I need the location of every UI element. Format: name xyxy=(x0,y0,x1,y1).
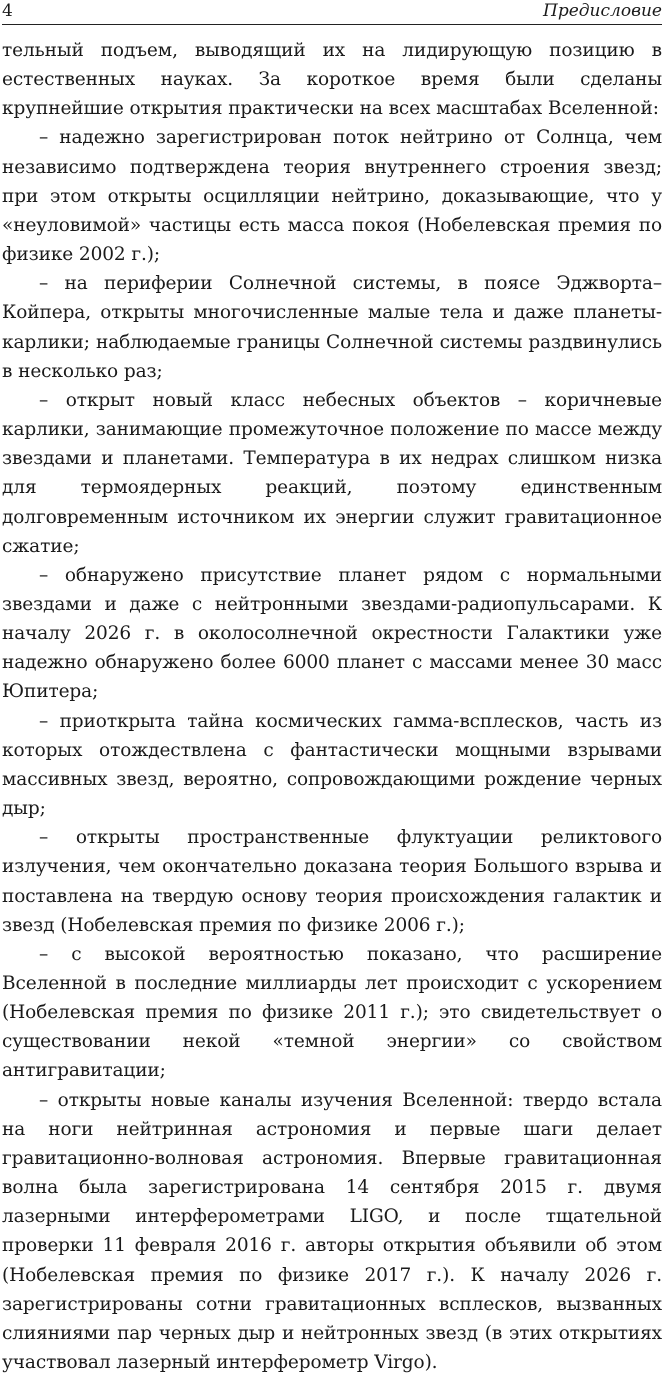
list-item-solar-neutrinos: – надежно зарегистрирован поток нейтрино от Солнца, чем независимо подтверждена теория внутреннего строения звезд; при этом открыты осцилляции нейтрино, доказывающие, что у «неуловимой» частицы есть масса покоя (Нобелевская премия по физике 2002 г.); xyxy=(2,127,662,266)
list-item-new-channels: – открыты новые каналы изучения Вселенной: твердо встала на ноги нейтринная астрономия и первые шаги делает гравитационно-волновая астрономия. Впервые гравитационная волна была зарегистрирована 14 сентября 2015 г. двумя лазерными интерферометрами LIGO, и после тщательной проверки 11 февраля 2016 г. авторы открытия объявили об этом (Нобелевская премия по физике 2017 г.). К началу 2026 г. зарегистрированы сотни гравитационных всплесков, вызванных слияниями пар черных дыр и нейтронных звезд (в этих открытиях участвовал лазерный интерферометр Virgo). xyxy=(2,1089,662,1374)
page-body xyxy=(2,36,662,1377)
list-item-gamma-ray-bursts: – приоткрыта тайна космических гамма-всплесков, часть из которых отождествлена с фантастически мощными взрывами массивных звезд, вероятно, сопровождающими рождение черных дыр; xyxy=(2,710,662,820)
page-number: 4 xyxy=(2,1,13,21)
page-header xyxy=(2,0,662,25)
list-item-brown-dwarfs: – открыт новый класс небесных объектов – коричневые карлики, занимающие промежуточное положение по массе между звездами и планетами. Температура в их недрах слишком низка для термоядерных реакций, поэтому единственным долговременным источником их энергии служит гравитационное сжатие; xyxy=(2,389,662,557)
running-title: Предисловие xyxy=(543,1,662,21)
intro-paragraph: тельный подъем, выводящий их на лидирующую позицию в естественных науках. За короткое время были сделаны крупнейшие открытия практически на всех масштабах Вселенной: xyxy=(2,40,662,120)
list-item-kuiper-belt: – на периферии Солнечной системы, в поясе Эджворта–Койпера, открыты многочисленные малые тела и даже планеты-карлики; наблюдаемые границы Солнечной системы раздвинулись в несколько раз; xyxy=(2,273,662,382)
list-item-exoplanets: – обнаружено присутствие планет рядом с нормальными звездами и даже с нейтронными звездами-радиопульсарами. К началу 2026 г. в околосолнечной окрестности Галактики уже надежно обнаружено более 6000 планет с массами менее 30 масс Юпитера; xyxy=(2,564,662,703)
list-item-cmb-fluctuations: – открыты пространственные флуктуации реликтового излучения, чем окончательно доказана теория Большого взрыва и поставлена на твердую основу теория происхождения галактик и звезд (Нобелевская премия по физике 2006 г.); xyxy=(2,827,662,936)
list-item-accelerated-expansion: – с высокой вероятностью показано, что расширение Вселенной в последние миллиарды лет происходит с ускорением (Нобелевская премия по физике 2011 г.); это свидетельствует о существовании некой «темной энергии» со свойством антигравитации; xyxy=(2,943,662,1082)
